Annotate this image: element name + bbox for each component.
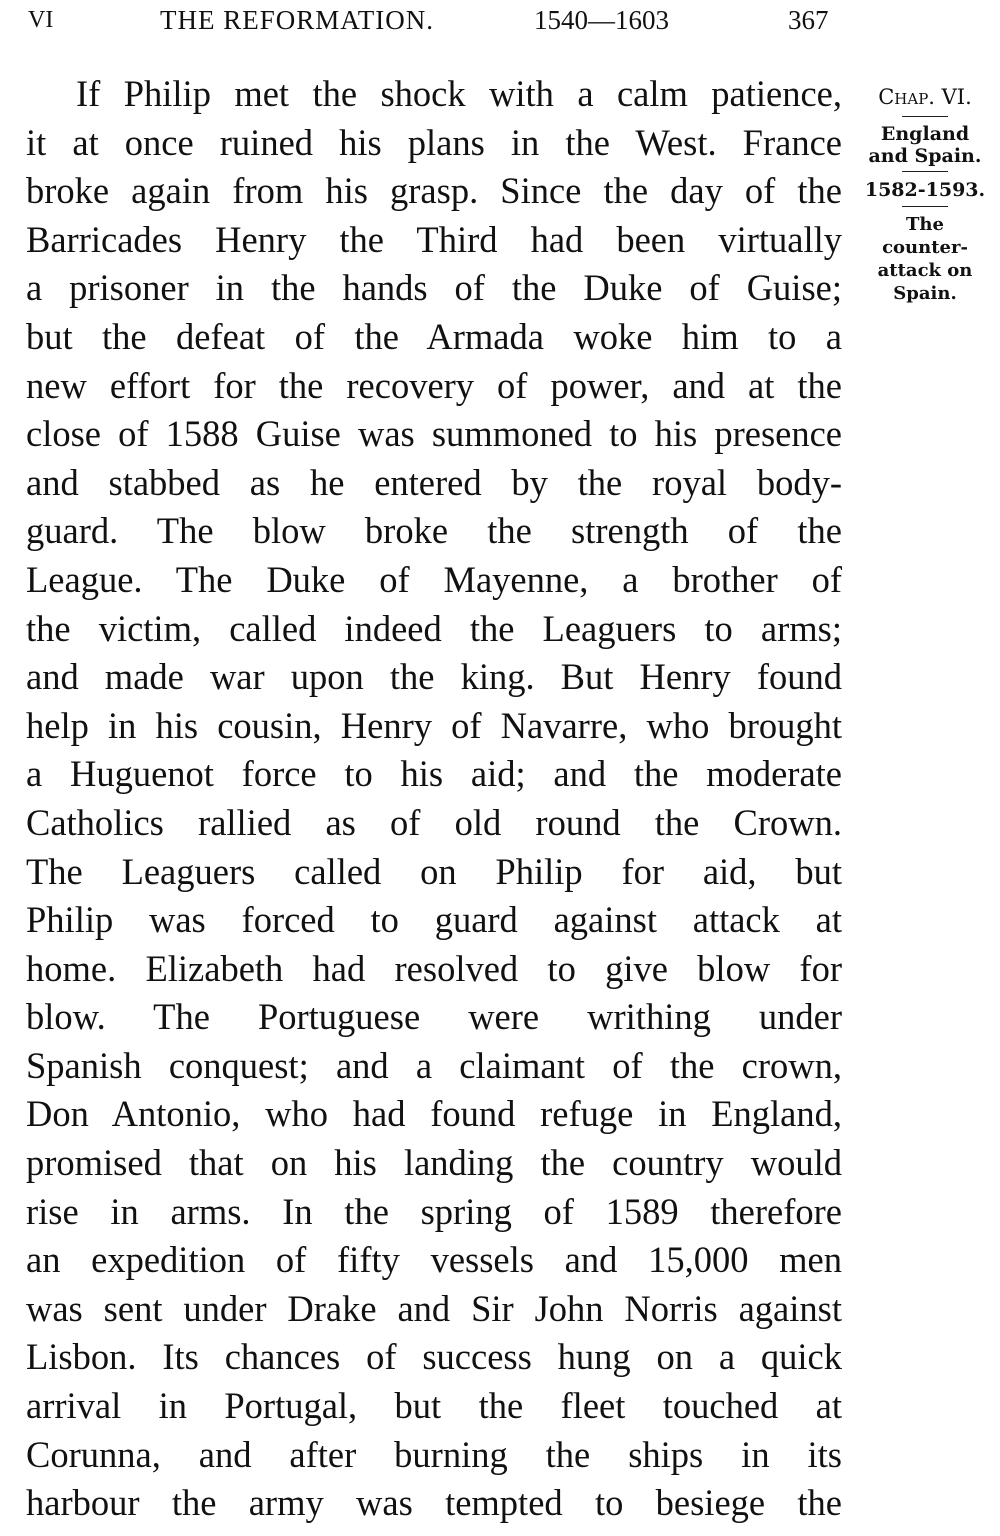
text-line: Philip was forced to guard against attack at (26, 899, 842, 941)
text-line: If Philip met the shock with a calm patience, (76, 73, 842, 114)
text-line: Lisbon. Its chances of success hung on a quick (26, 1336, 842, 1378)
header-title: THE REFORMATION. (160, 5, 435, 35)
text-line: The Leaguers called on Philip for aid, but (26, 850, 842, 892)
text-line: home. Elizabeth had resolved to give blow for (26, 947, 842, 989)
text-line: and made war upon the king. But Henry found (26, 656, 842, 698)
text-line: blow. The Portuguese were writhing under (26, 996, 842, 1038)
text-line: Don Antonio, who had found refuge in England, (26, 1093, 842, 1135)
text-line: it at once ruined his plans in the West. France (26, 121, 842, 163)
text-line: a prisoner in the hands of the Duke of Guise; (26, 267, 842, 309)
text-line: promised that on his landing the country would (26, 1142, 842, 1184)
margin-rule (902, 116, 948, 117)
margin-years: 1582-1593. (864, 179, 986, 201)
text-line: Barricades Henry the Third had been virtually (26, 218, 842, 260)
margin-subject-line1: England (880, 123, 970, 145)
page-number: 367 (788, 5, 829, 35)
text-line: arrival in Portugal, but the fleet touched at (26, 1385, 842, 1427)
text-line: close of 1588 Guise was summoned to his presence (26, 413, 842, 455)
text-line: broke again from his grasp. Since the day of the (26, 170, 842, 212)
margin-rule (902, 171, 948, 172)
margin-subject-line2: and Spain. (868, 145, 982, 167)
text-line: Catholics rallied as of old round the Crown. (26, 801, 842, 843)
margin-notes (856, 82, 994, 305)
margin-note (856, 213, 994, 305)
header-dates: 1540—1603 (534, 5, 669, 35)
margin-chapter: Chap. VI. (878, 85, 972, 109)
margin-note-line: Spain. (893, 283, 957, 304)
text-line: help in his cousin, Henry of Navarre, who brought (26, 704, 842, 746)
running-header (0, 0, 1000, 44)
text-line: new effort for the recovery of power, and at the (26, 364, 842, 406)
text-line: a Huguenot force to his aid; and the moderate (26, 753, 842, 795)
margin-note-line: The (906, 214, 944, 235)
text-line: harbour the army was tempted to besiege the (26, 1482, 842, 1524)
text-line: Corunna, and after burning the ships in its (26, 1433, 842, 1475)
text-line: the victim, called indeed the Leaguers to arms; (26, 607, 842, 649)
margin-note-line: attack on (877, 260, 973, 281)
text-line: an expedition of fifty vessels and 15,000 men (26, 1239, 842, 1281)
text-line: was sent under Drake and Sir John Norris against (26, 1287, 842, 1329)
text-line: rise in arms. In the spring of 1589 therefore (26, 1190, 842, 1232)
text-line: guard. The blow broke the strength of the (26, 510, 842, 552)
text-line: Spanish conquest; and a claimant of the crown, (26, 1044, 842, 1086)
text-line: but the defeat of the Armada woke him to a (26, 315, 842, 357)
text-line: and stabbed as he entered by the royal body- (26, 461, 842, 503)
header-chapter: VI (28, 7, 54, 33)
body-text (26, 70, 842, 1528)
margin-note-line: counter- (882, 237, 968, 258)
text-line: League. The Duke of Mayenne, a brother of (26, 558, 842, 600)
margin-rule (902, 206, 948, 207)
